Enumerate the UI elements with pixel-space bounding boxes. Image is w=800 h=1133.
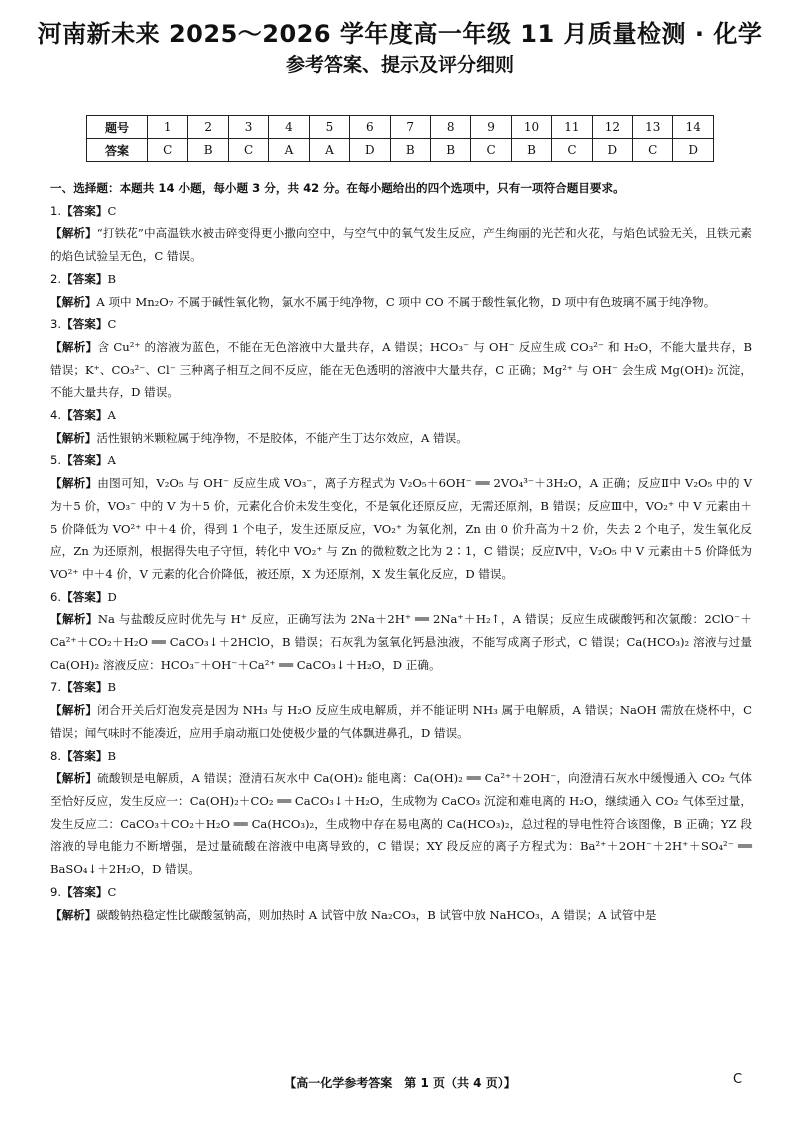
table-cell-number: 13 [633,116,673,139]
item-5-answer: 5.【答案】A [50,453,116,468]
page-footer: 【高一化学参考答案 第 1 页（共 4 页）】 [284,1076,516,1090]
table-cell-answer: C [471,139,511,162]
page-subtitle: 参考答案、提示及评分细则 [285,54,514,76]
item-5-analysis: 【解析】由图可知，V₂O₅ 与 OH⁻ 反应生成 VO₃⁻，离子方程式为 V₂O₅＋6OH⁻ ══ 2VO₄³⁻＋3H₂O，A 正确；反应Ⅱ中 V₂O₅ 中的 V 为＋5 价，VO₃⁻ 中的 V 为＋5 价，元素化合价未发生变化，不是氧化还原反应，无需还原剂，B 错误；反应Ⅲ中，VO₂⁺ 中 V 元素由＋5 价降低为 VO²⁺ 中＋4 价，得到 1 个电子，发生还原反应，VO₂⁺ 为氧化剂，Zn 由 0 价升高为＋2 价，失去 2 个电子，发生氧化反应，Zn 为还原剂，根据得失电子守恒，转化中 VO₂⁺ 与 Zn 的微粒数之比为 2∶1，C 错误；反应Ⅳ中，V₂O₅ 中 V 元素由＋5 价降低为 VO²⁺ 中＋4 价，V 元素的化合价降低，被还原，X 为还原剂，X 发生氧化反应，D 错误。 [50,476,752,581]
table-cell-number: 4 [269,116,309,139]
item-9-answer: 9.【答案】C [50,884,117,899]
table-cell-number: 10 [511,116,551,139]
row-label-answer: 答案 [87,139,148,162]
item-2-analysis: 【解析】A 项中 Mn₂O₇ 不属于碱性氧化物，氯水不属于纯净物，C 项中 CO 不属于酸性氧化物，D 项中有色玻璃不属于纯净物。 [50,294,716,309]
item-3-analysis: 【解析】含 Cu²⁺ 的溶液为蓝色，不能在无色溶液中大量共存，A 错误；HCO₃⁻ 与 OH⁻ 反应生成 CO₃²⁻ 和 H₂O，不能大量共存，B 错误；K⁺、CO₃²⁻、Cl⁻ 三种离子相互之间不反应，能在无色透明的溶液中大量共存，C 正确；Mg²⁺ 与 OH⁻ 会生成 Mg(OH)₂ 沉淀，不能大量共存，D 错误。 [50,339,752,400]
table-cell-answer: D [592,139,632,162]
item-8-answer: 8.【答案】B [50,748,116,763]
table-cell-number: 9 [471,116,511,139]
question-number-row [87,116,714,139]
row-label-number: 题号 [87,116,148,139]
item-1-analysis: 【解析】“打铁花”中高温铁水被击碎变得更小撒向空中，与空气中的氧气发生反应，产生绚丽的光芒和火花，与焰色试验无关，且铁元素的焰色试验呈无色，C 错误。 [50,226,752,264]
page-title: 河南新未来 2025～2026 学年度高一年级 11 月质量检测 · 化学 [37,20,763,48]
item-6-answer: 6.【答案】D [50,589,117,604]
table-cell-answer: D [673,139,714,162]
table-cell-answer: B [511,139,551,162]
section-heading: 一、选择题：本题共 14 小题，每小题 3 分，共 42 分。在每小题给出的四个选项中，只有一项符合题目要求。 [50,181,625,195]
table-cell-number: 7 [390,116,430,139]
item-7-answer: 7.【答案】B [50,680,116,695]
table-cell-number: 12 [592,116,632,139]
table-cell-answer: C [148,139,188,162]
table-cell-answer: C [633,139,673,162]
item-1-answer: 1.【答案】C [50,203,117,218]
item-8-analysis: 【解析】硫酸钡是电解质，A 错误；澄清石灰水中 Ca(OH)₂ 能电离：Ca(OH)₂ ══ Ca²⁺＋2OH⁻，向澄清石灰水中缓慢通入 CO₂ 气体至恰好反应，发生反应一：Ca(OH)₂＋CO₂ ══ CaCO₃↓＋H₂O，生成物为 CaCO₃ 沉淀和难电离的 H₂O，继续通入 CO₂ 气体至过量，发生反应二：CaCO₃＋CO₂＋H₂O ══ Ca(HCO₃)₂，生成物中存在易电离的 Ca(HCO₃)₂，总过程的导电性符合该图像，B 正确；YZ 段溶液的导电能力不断增强，是过量硫酸在溶液中电离导致的，C 错误；XY 段反应的离子方程式为：Ba²⁺＋2OH⁻＋2H⁺＋SO₄²⁻ ══ BaSO₄↓＋2H₂O，D 错误。 [50,771,752,877]
table-cell-answer: C [228,139,268,162]
item-7-analysis: 【解析】闭合开关后灯泡发亮是因为 NH₃ 与 H₂O 反应生成电解质，并不能证明 NH₃ 属于电解质，A 错误；NaOH 需放在烧杯中，C 错误；闻气味时不能凑近，应用手扇动瓶口处使极少量的气体飘进鼻孔，D 错误。 [50,703,752,740]
table-cell-answer: A [309,139,349,162]
answer-row [87,139,714,162]
table-cell-answer: C [552,139,592,162]
item-4-answer: 4.【答案】A [50,408,116,423]
table-cell-number: 3 [228,116,268,139]
table-cell-answer: B [188,139,228,162]
table-cell-answer: D [350,139,390,162]
table-cell-number: 1 [148,116,188,139]
item-6-analysis: 【解析】Na 与盐酸反应时优先与 H⁺ 反应，正确写法为 2Na＋2H⁺ ══ 2Na⁺＋H₂↑，A 错误；反应生成碳酸钙和次氯酸：2ClO⁻＋Ca²⁺＋CO₂＋H₂O ══ CaCO₃↓＋2HClO，B 错误；石灰乳为氢氧化钙悬浊液，不能写成离子形式，C 错误；Ca(HCO₃)₂ 溶液与过量 Ca(OH)₂ 溶液反应：HCO₃⁻＋OH⁻＋Ca²⁺ ══ CaCO₃↓＋H₂O，D 正确。 [50,612,752,672]
table-cell-answer: B [390,139,430,162]
table-cell-number: 8 [430,116,470,139]
table-cell-number: 14 [673,116,714,139]
table-cell-number: 6 [350,116,390,139]
answer-table [86,115,714,162]
table-cell-number: 2 [188,116,228,139]
table-cell-number: 11 [552,116,592,139]
version-mark: C [733,1072,743,1087]
item-2-answer: 2.【答案】B [50,271,116,286]
item-4-analysis: 【解析】活性银钠米颗粒属于纯净物，不是胶体，不能产生丁达尔效应，A 错误。 [50,430,468,445]
answer-explanations [50,177,752,926]
item-9-analysis: 【解析】碳酸钠热稳定性比碳酸氢钠高，则加热时 A 试管中放 Na₂CO₃，B 试管中放 NaHCO₃，A 错误；A 试管中是 [50,907,657,922]
table-cell-number: 5 [309,116,349,139]
table-cell-answer: B [430,139,470,162]
table-cell-answer: A [269,139,309,162]
item-3-answer: 3.【答案】C [50,317,117,332]
